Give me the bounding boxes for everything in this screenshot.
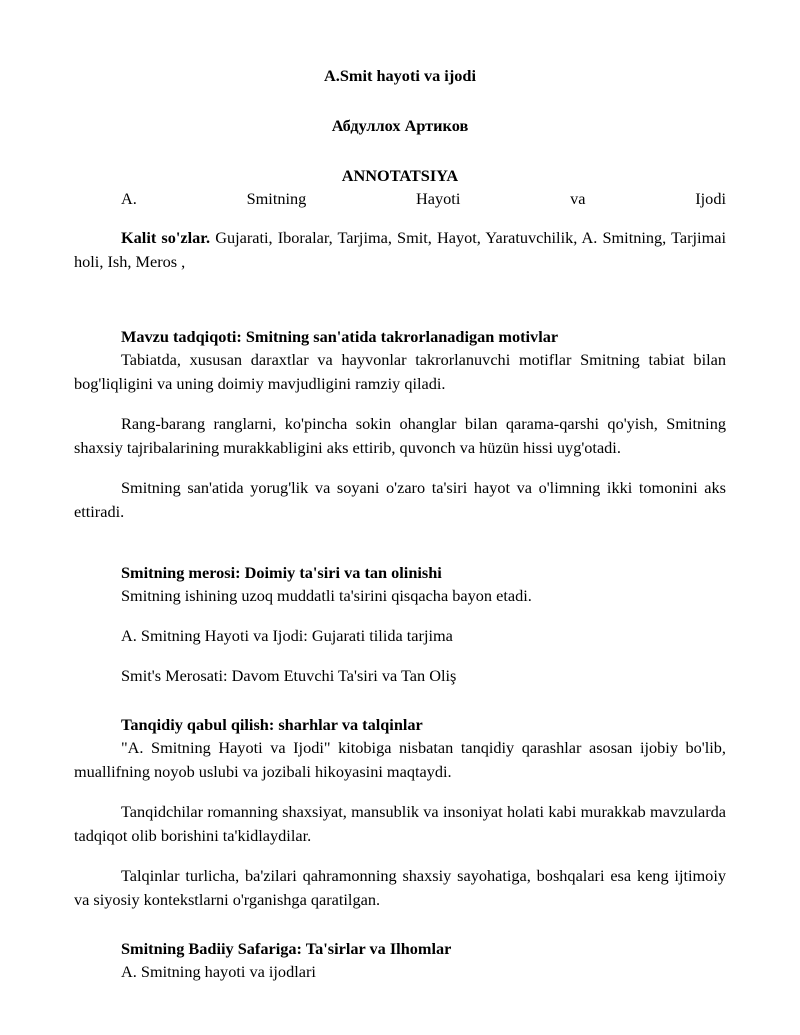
section-paragraph: "A. Smitning Hayoti va Ijodi" kitobiga nisbatan tanqidiy qarashlar asosan ijobiy bo'lib, muallifning noyob uslubi va jozibali hikoyasini maqtaydi.: [74, 738, 726, 781]
section-paragraph: Rang-barang ranglarni, ko'pincha sokin ohanglar bilan qarama-qarshi qo'yish, Smitning shaxsiy tajribalarining murakkabligini aks ettirib, quvonch va hüzün hissi uyg'otadi.: [74, 414, 726, 457]
keywords-text: Gujarati, Iboralar, Tarjima, Smit, Hayot, Yaratuvchilik, A. Smitning, Tarjimai holi, Ish, Meros ,: [74, 228, 726, 271]
section-paragraph: Tanqidchilar romanning shaxsiyat, mansublik va insoniyat holati kabi murakkab mavzularda tadqiqot olib borishini ta'kidlaydilar.: [74, 802, 726, 845]
section-heading: Tanqidiy qabul qilish: sharhlar va talqinlar: [121, 715, 423, 734]
annotation-line: [74, 188, 726, 210]
section-heading: Mavzu tadqiqoti: Smitning san'atida takrorlanadigan motivlar: [121, 327, 559, 346]
annotation-word: A.: [121, 189, 137, 208]
section-paragraph: A. Smitning hayoti va ijodlari: [121, 962, 316, 981]
keywords-label: Kalit so'zlar.: [121, 228, 211, 247]
author-name: Абдуллох Артиков: [331, 116, 469, 135]
annotation-word: Ijodi: [695, 189, 726, 208]
section-paragraph: Smitning san'atida yorug'lik va soyani o'zaro ta'siri hayot va o'limning ikki tomonini aks ettiradi.: [74, 478, 726, 521]
keywords-paragraph: [74, 226, 726, 274]
section-heading: Smitning merosi: Doimiy ta'siri va tan olinishi: [121, 563, 442, 582]
section-paragraph: Smit's Merosati: Davom Etuvchi Ta'siri va Tan Oliş: [121, 666, 457, 685]
annotation-heading: ANNOTATSIYA: [341, 166, 459, 185]
annotation-word: va: [570, 189, 586, 208]
section-paragraph: Smitning ishining uzoq muddatli ta'sirini qisqacha bayon etadi.: [121, 586, 532, 605]
section-paragraph: Talqinlar turlicha, ba'zilari qahramonning shaxsiy sayohatiga, boshqalari esa keng ijtimoiy va siyosiy kontekstlarni o'rganishga qaratilgan.: [74, 866, 726, 909]
section-paragraph: Tabiatda, xususan daraxtlar va hayvonlar takrorlanuvchi motiflar Smitning tabiat bilan bog'liqligini va uning doimiy mavjudligini ramziy qiladi.: [74, 350, 726, 393]
annotation-word: Hayoti: [416, 189, 461, 208]
section-heading: Smitning Badiiy Safariga: Ta'sirlar va Ilhomlar: [121, 939, 452, 958]
document-title: A.Smit hayoti va ijodi: [324, 66, 476, 85]
annotation-word: Smitning: [246, 189, 307, 208]
section-paragraph: A. Smitning Hayoti va Ijodi: Gujarati tilida tarjima: [121, 626, 453, 645]
document-body: [74, 64, 726, 984]
